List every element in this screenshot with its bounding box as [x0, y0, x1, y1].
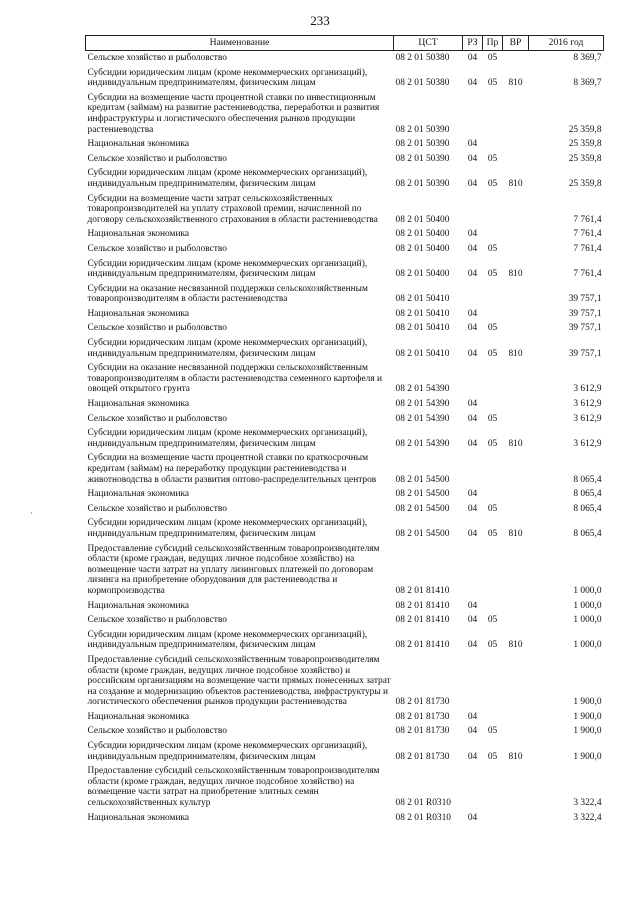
cell-name: Субсидии на возмещение части процентной ставки по инвестиционным кредитам (займам) на развитие растениеводства, переработки и развития инфраструктуры и логистического обеспечения рынков продукции растениеводства [87, 92, 380, 135]
table-row [86, 628, 604, 653]
cell-pr: 05 [487, 269, 498, 280]
cell-pr: 05 [487, 78, 498, 89]
cell-sum: 39 757,1 [568, 348, 602, 359]
cell-vr: 810 [508, 438, 523, 449]
header-cst: ЦСТ [394, 36, 463, 51]
cell-pr: 05 [487, 751, 498, 762]
cell-cst: 08 2 01 50400 [395, 214, 450, 225]
table-header-row [86, 36, 604, 51]
table-row [86, 653, 604, 710]
table-row [86, 599, 604, 614]
table-row [86, 192, 604, 228]
cell-rz: 04 [467, 600, 478, 611]
cell-pr: 05 [487, 726, 498, 737]
table-row [86, 412, 604, 427]
cell-name: Сельское хозяйство и рыболовство [87, 413, 227, 424]
budget-table [85, 35, 604, 825]
cell-pr [483, 361, 503, 397]
cell-rz: 04 [467, 53, 478, 63]
cell-sum: 39 757,1 [568, 323, 602, 334]
cell-rz: 04 [467, 153, 478, 164]
cell-sum: 1 900,0 [573, 751, 602, 762]
table-row [86, 516, 604, 541]
cell-vr: 810 [508, 178, 523, 189]
cell-cst: 08 2 01 54500 [395, 503, 450, 514]
cell-rz [463, 542, 483, 599]
cell-pr: 05 [487, 528, 498, 539]
cell-vr [503, 764, 529, 810]
cell-vr [503, 307, 529, 322]
cell-name: Субсидии юридическим лицам (кроме некоммерческих организаций), индивидуальным предпринимателям, физическим лицам [87, 258, 368, 280]
cell-rz: 04 [467, 503, 478, 514]
table-row [86, 502, 604, 517]
cell-vr: 810 [508, 528, 523, 539]
cell-name: Субсидии юридическим лицам (кроме некоммерческих организаций), индивидуальным предпринимателям, физическим лицам [87, 338, 368, 359]
cell-name: Субсидии юридическим лицам (кроме некоммерческих организаций), индивидуальным предпринимателям, физическим лицам [87, 428, 368, 449]
cell-cst: 08 2 01 81730 [395, 751, 450, 762]
cell-rz: 04 [467, 229, 478, 240]
cell-pr: 05 [487, 243, 498, 254]
cell-cst: 08 2 01 50410 [395, 323, 450, 334]
cell-vr [503, 137, 529, 152]
cell-cst: 08 2 01 50390 [395, 124, 450, 135]
cell-rz: 04 [467, 489, 478, 500]
cell-name: Субсидии на оказание несвязанной поддержки сельскохозяйственным товаропроизводителям в области растениеводства [87, 283, 368, 305]
cell-name: Национальная экономика [87, 489, 190, 500]
cell-vr [503, 227, 529, 242]
cell-sum: 3 612,9 [573, 413, 602, 424]
cell-rz: 04 [467, 615, 478, 626]
cell-vr [503, 542, 529, 599]
cell-pr [483, 542, 503, 599]
cell-rz: 04 [467, 323, 478, 334]
cell-sum: 1 900,0 [573, 697, 602, 708]
cell-name: Субсидии юридическим лицам (кроме некоммерческих организаций), индивидуальным предпринимателям, физическим лицам [87, 629, 368, 651]
cell-rz: 04 [467, 528, 478, 539]
cell-sum: 25 359,8 [568, 153, 602, 164]
cell-pr: 05 [487, 615, 498, 626]
cell-sum: 8 065,4 [573, 474, 602, 485]
table-row [86, 66, 604, 91]
cell-rz: 04 [467, 399, 478, 410]
cell-cst: 08 2 01 50390 [395, 153, 450, 164]
cell-name: Субсидии юридическим лицам (кроме некоммерческих организаций), индивидуальным предпринимателям, физическим лицам [87, 168, 368, 189]
cell-vr [503, 192, 529, 228]
cell-vr [503, 152, 529, 167]
cell-cst: 08 2 01 50380 [395, 78, 450, 89]
cell-vr [503, 613, 529, 628]
cell-cst: 08 2 01 81410 [395, 615, 450, 626]
cell-cst: 08 2 01 50410 [395, 294, 450, 305]
cell-rz [463, 91, 483, 137]
cell-pr: 05 [487, 413, 498, 424]
cell-name: Предоставление субсидий сельскохозяйственным товаропроизводителям области (кроме граждан, ведущих личное подсобное хозяйство) на возмещение части затрат на уплату лизинговых платежей по договорам лизинга на приобретение оборудования для растениеводства и кормопроизводства [87, 543, 380, 596]
cell-rz: 04 [467, 812, 478, 823]
table-row [86, 613, 604, 628]
cell-pr [483, 599, 503, 614]
cell-vr [503, 487, 529, 502]
cell-vr [503, 242, 529, 257]
cell-rz: 04 [467, 751, 478, 762]
cell-sum: 25 359,8 [568, 124, 602, 135]
cell-vr: 810 [508, 751, 523, 762]
cell-cst: 08 2 01 R0310 [395, 812, 451, 823]
cell-sum: 1 000,0 [573, 585, 602, 596]
cell-pr: 05 [487, 53, 498, 63]
table-row [86, 710, 604, 725]
table-row [86, 361, 604, 397]
cell-cst: 08 2 01 54390 [395, 438, 450, 449]
cell-cst: 08 2 01 54390 [395, 384, 450, 395]
cell-name: Субсидии на оказание несвязанной поддержки сельскохозяйственным товаропроизводителям в области растениеводства семенного картофеля и овощей открытого грунта [87, 363, 383, 395]
cell-name: Предоставление субсидий сельскохозяйственным товаропроизводителям области (кроме граждан, ведущих личное подсобное хозяйство) на возмещение части затрат на приобретение элитных семян сельскохозяйственных культур [87, 766, 380, 809]
cell-vr [503, 91, 529, 137]
cell-vr [503, 599, 529, 614]
cell-pr [483, 91, 503, 137]
cell-sum: 8 065,4 [573, 489, 602, 500]
header-pr: Пр [483, 36, 503, 51]
cell-sum: 1 000,0 [573, 600, 602, 611]
cell-rz [463, 361, 483, 397]
cell-name: Сельское хозяйство и рыболовство [87, 153, 227, 164]
cell-cst: 08 2 01 50380 [395, 53, 450, 63]
cell-rz: 04 [467, 726, 478, 737]
cell-vr: 810 [508, 269, 523, 280]
cell-pr [483, 710, 503, 725]
table-row [86, 51, 604, 66]
cell-sum: 3 612,9 [573, 384, 602, 395]
cell-cst: 08 2 01 50400 [395, 243, 450, 254]
cell-name: Субсидии на возмещение части процентной ставки по краткосрочным кредитам (займам) на переработку продукции растениеводства и животноводства в области развития оптово-распределительных центров [87, 453, 377, 485]
cell-cst: 08 2 01 54500 [395, 528, 450, 539]
cell-rz: 04 [467, 711, 478, 722]
cell-vr [503, 653, 529, 710]
table-row [86, 227, 604, 242]
cell-vr: 810 [508, 640, 523, 651]
cell-sum: 39 757,1 [568, 308, 602, 319]
cell-rz [463, 653, 483, 710]
cell-pr [483, 811, 503, 826]
cell-vr: 810 [508, 78, 523, 89]
cell-vr [503, 811, 529, 826]
cell-rz: 04 [467, 269, 478, 280]
cell-sum: 8 065,4 [573, 503, 602, 514]
page-number: 233 [310, 13, 330, 28]
cell-name: Предоставление субсидий сельскохозяйственным товаропроизводителям области (кроме граждан, ведущих личное подсобное хозяйство) и российским организациям на возмещение части прямых понесенных затрат на создание и модернизацию объектов растениеводства, инфраструктуры и логистического обеспечения рынков продукции растениеводства [87, 654, 391, 708]
cell-pr [483, 227, 503, 242]
cell-cst: 08 2 01 50390 [395, 139, 450, 150]
table-row [86, 487, 604, 502]
cell-vr [503, 397, 529, 412]
cell-cst: 08 2 01 R0310 [395, 798, 451, 809]
table-row [86, 336, 604, 361]
cell-cst: 08 2 01 81410 [395, 600, 450, 611]
cell-rz [463, 282, 483, 307]
cell-rz: 04 [467, 139, 478, 150]
table-row [86, 397, 604, 412]
cell-name: Национальная экономика [87, 399, 190, 410]
cell-vr [503, 451, 529, 487]
cell-vr [503, 321, 529, 336]
cell-cst: 08 2 01 50390 [395, 178, 450, 189]
cell-name: Сельское хозяйство и рыболовство [87, 615, 227, 626]
cell-pr [483, 397, 503, 412]
cell-sum: 3 612,9 [573, 399, 602, 410]
cell-sum: 3 322,4 [573, 812, 602, 823]
header-name: Наименование [86, 36, 394, 51]
cell-cst: 08 2 01 50410 [395, 348, 450, 359]
cell-rz: 04 [467, 243, 478, 254]
cell-sum: 25 359,8 [568, 178, 602, 189]
table-row [86, 242, 604, 257]
cell-cst: 08 2 01 81730 [395, 711, 450, 722]
cell-pr [483, 192, 503, 228]
table-row [86, 282, 604, 307]
table-row [86, 91, 604, 137]
cell-sum: 8 369,7 [573, 78, 602, 89]
cell-name: Субсидии юридическим лицам (кроме некоммерческих организаций), индивидуальным предпринимателям, физическим лицам [87, 518, 368, 539]
cell-sum: 8 065,4 [573, 528, 602, 539]
header-vr: ВР [503, 36, 529, 51]
cell-pr: 05 [487, 178, 498, 189]
cell-name: Национальная экономика [87, 308, 190, 319]
table-row [86, 739, 604, 764]
cell-sum: 39 757,1 [568, 294, 602, 305]
cell-rz: 04 [467, 178, 478, 189]
cell-vr [503, 282, 529, 307]
cell-pr [483, 487, 503, 502]
cell-pr: 05 [487, 438, 498, 449]
cell-sum: 1 000,0 [573, 615, 602, 626]
header-year: 2016 год [529, 36, 604, 51]
cell-sum: 8 369,7 [573, 53, 602, 63]
cell-cst: 08 2 01 81410 [395, 585, 450, 596]
cell-name: Национальная экономика [87, 711, 190, 722]
table-row [86, 166, 604, 191]
cell-cst: 08 2 01 54500 [395, 489, 450, 500]
cell-vr: 810 [508, 348, 523, 359]
cell-name: Сельское хозяйство и рыболовство [87, 503, 227, 514]
cell-pr [483, 653, 503, 710]
cell-cst: 08 2 01 54390 [395, 413, 450, 424]
cell-pr [483, 307, 503, 322]
cell-pr [483, 451, 503, 487]
cell-pr [483, 282, 503, 307]
cell-sum: 1 900,0 [573, 711, 602, 722]
cell-pr [483, 764, 503, 810]
cell-rz [463, 192, 483, 228]
cell-name: Субсидии на возмещение части затрат сельскохозяйственных товаропроизводителей на уплату страховой премии, начисленной по договору сельскохозяйственного страхования в области растениеводства [87, 193, 378, 225]
cell-rz: 04 [467, 438, 478, 449]
cell-rz: 04 [467, 413, 478, 424]
cell-cst: 08 2 01 81410 [395, 640, 450, 651]
table-row [86, 811, 604, 826]
cell-name: Сельское хозяйство и рыболовство [87, 53, 227, 63]
cell-rz: 04 [467, 308, 478, 319]
cell-rz: 04 [467, 348, 478, 359]
cell-sum: 3 612,9 [573, 438, 602, 449]
cell-sum: 7 761,4 [573, 269, 602, 280]
cell-pr: 05 [487, 323, 498, 334]
cell-vr [503, 710, 529, 725]
cell-pr: 05 [487, 153, 498, 164]
table-row [86, 451, 604, 487]
cell-sum: 7 761,4 [573, 243, 602, 254]
table-row [86, 426, 604, 451]
table-row [86, 542, 604, 599]
cell-vr [503, 412, 529, 427]
table-row [86, 764, 604, 810]
cell-name: Национальная экономика [87, 600, 190, 611]
table-body [86, 51, 604, 826]
table-row [86, 307, 604, 322]
cell-pr [483, 137, 503, 152]
table-row [86, 257, 604, 282]
cell-rz: 04 [467, 78, 478, 89]
cell-cst: 08 2 01 50410 [395, 308, 450, 319]
cell-sum: 7 761,4 [573, 214, 602, 225]
cell-vr [503, 51, 529, 66]
cell-pr: 05 [487, 640, 498, 651]
cell-name: Сельское хозяйство и рыболовство [87, 243, 227, 254]
table-row [86, 724, 604, 739]
margin-mark: · [30, 509, 33, 518]
cell-vr [503, 724, 529, 739]
cell-vr [503, 502, 529, 517]
table-row [86, 321, 604, 336]
cell-name: Сельское хозяйство и рыболовство [87, 323, 227, 334]
cell-name: Национальная экономика [87, 229, 190, 240]
cell-rz: 04 [467, 640, 478, 651]
cell-cst: 08 2 01 81730 [395, 726, 450, 737]
cell-pr: 05 [487, 348, 498, 359]
cell-rz [463, 451, 483, 487]
table-row [86, 137, 604, 152]
cell-cst: 08 2 01 54390 [395, 399, 450, 410]
cell-cst: 08 2 01 50400 [395, 269, 450, 280]
cell-name: Национальная экономика [87, 139, 190, 150]
cell-sum: 7 761,4 [573, 229, 602, 240]
cell-name: Субсидии юридическим лицам (кроме некоммерческих организаций), индивидуальным предпринимателям, физическим лицам [87, 741, 368, 762]
cell-name: Национальная экономика [87, 812, 190, 823]
cell-sum: 25 359,8 [568, 139, 602, 150]
cell-pr: 05 [487, 503, 498, 514]
cell-name: Субсидии юридическим лицам (кроме некоммерческих организаций), индивидуальным предпринимателям, физическим лицам [87, 67, 368, 89]
cell-rz [463, 764, 483, 810]
cell-sum: 1 900,0 [573, 726, 602, 737]
cell-sum: 1 000,0 [573, 640, 602, 651]
cell-name: Сельское хозяйство и рыболовство [87, 726, 227, 737]
cell-vr [503, 361, 529, 397]
cell-cst: 08 2 01 50400 [395, 229, 450, 240]
cell-sum: 3 322,4 [573, 798, 602, 809]
header-rz: РЗ [463, 36, 483, 51]
cell-cst: 08 2 01 81730 [395, 697, 450, 708]
table-row [86, 152, 604, 167]
cell-cst: 08 2 01 54500 [395, 474, 450, 485]
